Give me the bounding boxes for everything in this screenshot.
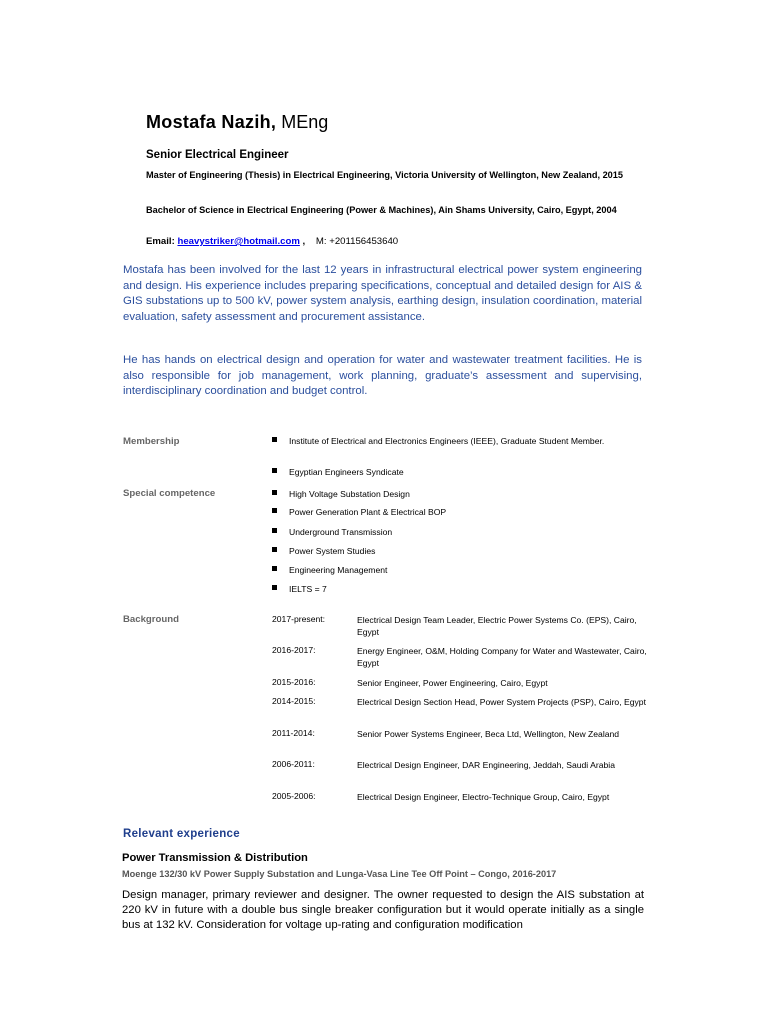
degree-suffix: MEng [281, 112, 329, 132]
summary-paragraph-1: Mostafa has been involved for the last 12 years in infrastructural electrical power system engineering and design. His experience includes preparing specifications, conceptual and detailed design for AIS & GIS substations up to 500 kV, power system analysis, earthing design, insulation coordination, material evaluation, safety assessment and procurement assistance. [123, 264, 642, 323]
section-heading: Power Transmission & Distribution [122, 852, 308, 864]
background-period: 2006-2011: [272, 759, 315, 769]
email-label: Email: [146, 236, 175, 247]
relevant-experience-heading: Relevant experience [123, 828, 240, 840]
email-separator: , [299, 236, 306, 247]
background-period: 2014-2015: [272, 696, 316, 706]
bullet-icon [272, 528, 277, 533]
mobile-number: M: +201156453640 [315, 236, 399, 247]
project-title: Moenge 132/30 kV Power Supply Substation and Lunga-Vasa Line Tee Off Point – Congo, 2016-2017 [122, 869, 557, 879]
job-title: Senior Electrical Engineer [146, 149, 289, 161]
contact-line [146, 236, 398, 247]
competence-label: Special competence [123, 488, 216, 499]
bullet-icon [272, 585, 277, 590]
bullet-icon [272, 490, 277, 495]
background-period: 2016-2017: [272, 645, 316, 655]
background-role: Energy Engineer, O&M, Holding Company for Water and Wastewater, Cairo, Egypt [357, 646, 647, 668]
background-role: Electrical Design Engineer, Electro-Technique Group, Cairo, Egypt [357, 792, 610, 802]
background-role: Electrical Design Engineer, DAR Engineering, Jeddah, Saudi Arabia [357, 760, 615, 770]
bullet-icon [272, 508, 277, 513]
background-role: Senior Power Systems Engineer, Beca Ltd, Wellington, New Zealand [357, 729, 620, 739]
email-link[interactable]: heavystriker@hotmail.com [177, 236, 300, 247]
background-period: 2011-2014: [272, 728, 315, 738]
background-role: Senior Engineer, Power Engineering, Cairo, Egypt [357, 678, 548, 688]
name-text: Mostafa Nazih, [146, 112, 277, 132]
bullet-icon [272, 437, 277, 442]
project-description: Design manager, primary reviewer and designer. The owner requested to design the AIS substation at 220 kV in future with a double bus single breaker configuration but it would operate initially as a single bus at 132 kV. Consideration for voltage up-rating and configuration modification [122, 889, 644, 932]
education-masters: Master of Engineering (Thesis) in Electrical Engineering, Victoria University of Wellington, New Zealand, 2015 [146, 170, 624, 180]
membership-label: Membership [123, 436, 180, 447]
background-label: Background [123, 614, 179, 625]
background-period: 2017-present: [272, 614, 326, 624]
bullet-icon [272, 468, 277, 473]
education-bachelors: Bachelor of Science in Electrical Engineering (Power & Machines), Ain Shams University, Cairo, Egypt, 2004 [146, 205, 617, 215]
bullet-icon [272, 547, 277, 552]
background-role: Electrical Design Team Leader, Electric Power Systems Co. (EPS), Cairo, Egypt [357, 615, 637, 637]
summary-paragraph-2: He has hands on electrical design and operation for water and wastewater treatment facilities. He is also responsible for job management, work planning, graduate’s assessment and supervising, interdisciplinary coordination and budget control. [123, 354, 642, 398]
background-period: 2005-2006: [272, 791, 316, 801]
background-period: 2015-2016: [272, 677, 316, 687]
candidate-name [146, 112, 328, 133]
background-role: Electrical Design Section Head, Power System Projects (PSP), Cairo, Egypt [357, 697, 646, 707]
bullet-icon [272, 566, 277, 571]
